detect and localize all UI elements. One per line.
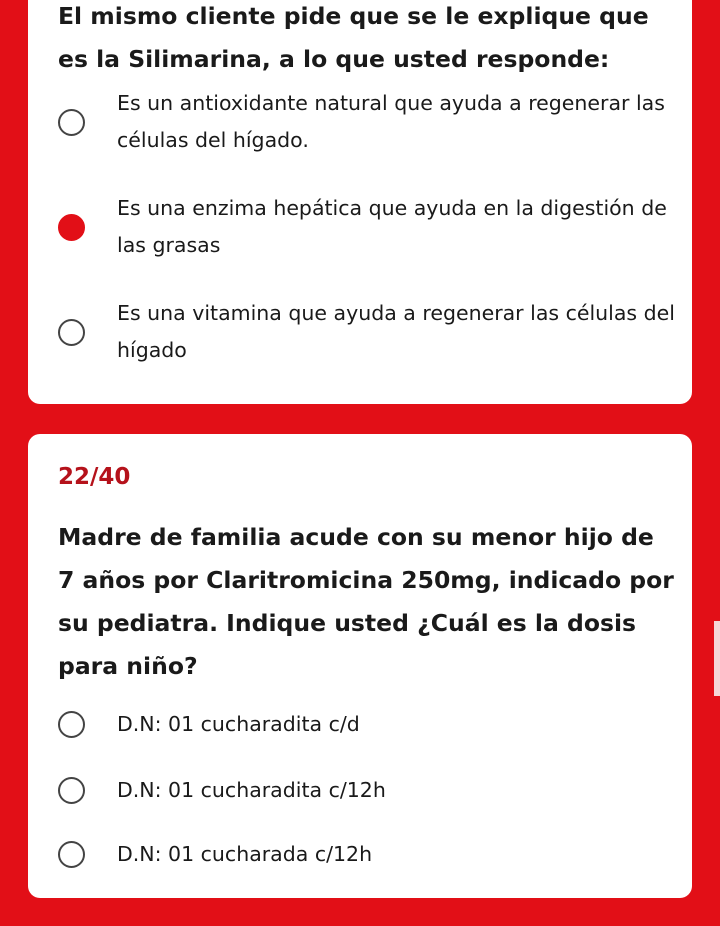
answer-option-3[interactable] — [58, 295, 688, 369]
answer-option-2[interactable] — [58, 190, 688, 264]
answer-option-1[interactable] — [58, 706, 688, 743]
question-card-1 — [28, 0, 692, 404]
radio-button-unselected[interactable] — [58, 777, 85, 804]
question-text: Madre de familia acude con su menor hijo de 7 años por Claritromicina 250mg, indicado por su pediatra. Indique usted ¿Cuál es la dosis para niño? — [58, 523, 674, 680]
answer-option-1[interactable] — [58, 85, 688, 159]
question-text: El mismo cliente pide que se le explique que es la Silimarina, a lo que usted responde: — [58, 2, 649, 73]
answer-option-label: Es una enzima hepática que ayuda en la digestión de las grasas — [117, 196, 667, 257]
answer-option-label: Es una vitamina que ayuda a regenerar las células del hígado — [117, 301, 675, 362]
answer-option-2[interactable] — [58, 772, 688, 809]
answer-option-label: Es un antioxidante natural que ayuda a regenerar las células del hígado. — [117, 91, 665, 152]
radio-button-selected[interactable] — [58, 214, 85, 241]
question-card-2 — [28, 434, 692, 898]
answer-option-label: D.N: 01 cucharada c/12h — [117, 842, 373, 866]
answer-option-label: D.N: 01 cucharadita c/d — [117, 712, 360, 736]
radio-button-unselected[interactable] — [58, 841, 85, 868]
answer-option-label: D.N: 01 cucharadita c/12h — [117, 778, 386, 802]
radio-button-unselected[interactable] — [58, 109, 85, 136]
radio-button-unselected[interactable] — [58, 319, 85, 346]
radio-button-unselected[interactable] — [58, 711, 85, 738]
answer-option-3[interactable] — [58, 836, 688, 873]
question-counter: 22/40 — [58, 464, 131, 490]
scrollbar-thumb[interactable] — [714, 621, 720, 696]
